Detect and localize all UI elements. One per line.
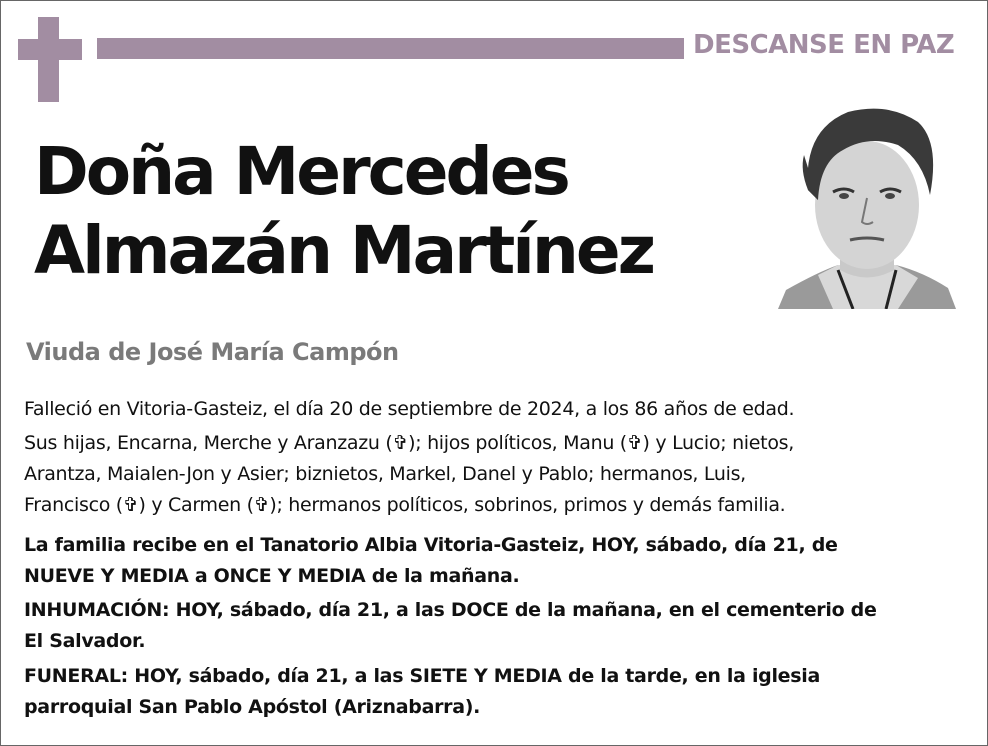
- deceased-name: [34, 132, 653, 290]
- subtitle: Viuda de José María Campón: [26, 338, 399, 366]
- burial-paragraph: [24, 595, 954, 657]
- wake-paragraph: [24, 530, 954, 592]
- cross-icon: [18, 17, 82, 102]
- family-line-3: Francisco (✞) y Carmen (✞); hermanos políticos, sobrinos, primos y demás familia.: [24, 494, 786, 516]
- header-label: DESCANSE EN PAZ: [693, 30, 955, 60]
- header-divider: [97, 38, 684, 59]
- death-notice-text: Falleció en Vitoria-Gasteiz, el día 20 de septiembre de 2024, a los 86 años de edad.: [24, 398, 795, 420]
- family-paragraph: [24, 428, 954, 521]
- funeral-line-2: parroquial San Pablo Apóstol (Ariznabarra).: [24, 696, 481, 718]
- wake-line-1: La familia recibe en el Tanatorio Albia Vitoria-Gasteiz, HOY, sábado, día 21, de: [24, 534, 838, 556]
- wake-line-2: NUEVE Y MEDIA a ONCE Y MEDIA de la mañana.: [24, 565, 520, 587]
- burial-line-1: INHUMACIÓN: HOY, sábado, día 21, a las DOCE de la mañana, en el cementerio de: [24, 599, 877, 621]
- funeral-paragraph: [24, 661, 954, 723]
- portrait-photo: [778, 100, 956, 309]
- death-notice: [24, 394, 954, 425]
- family-line-2: Arantza, Maialen-Jon y Asier; biznietos, Markel, Danel y Pablo; hermanos, Luis,: [24, 463, 746, 485]
- name-line-2: Almazán Martínez: [34, 212, 654, 289]
- family-line-1: Sus hijas, Encarna, Merche y Aranzazu (✞); hijos políticos, Manu (✞) y Lucio; nietos,: [24, 432, 794, 454]
- name-line-1: Doña Mercedes: [34, 133, 568, 210]
- funeral-line-1: FUNERAL: HOY, sábado, día 21, a las SIETE Y MEDIA de la tarde, en la iglesia: [24, 665, 821, 687]
- burial-line-2: El Salvador.: [24, 630, 146, 652]
